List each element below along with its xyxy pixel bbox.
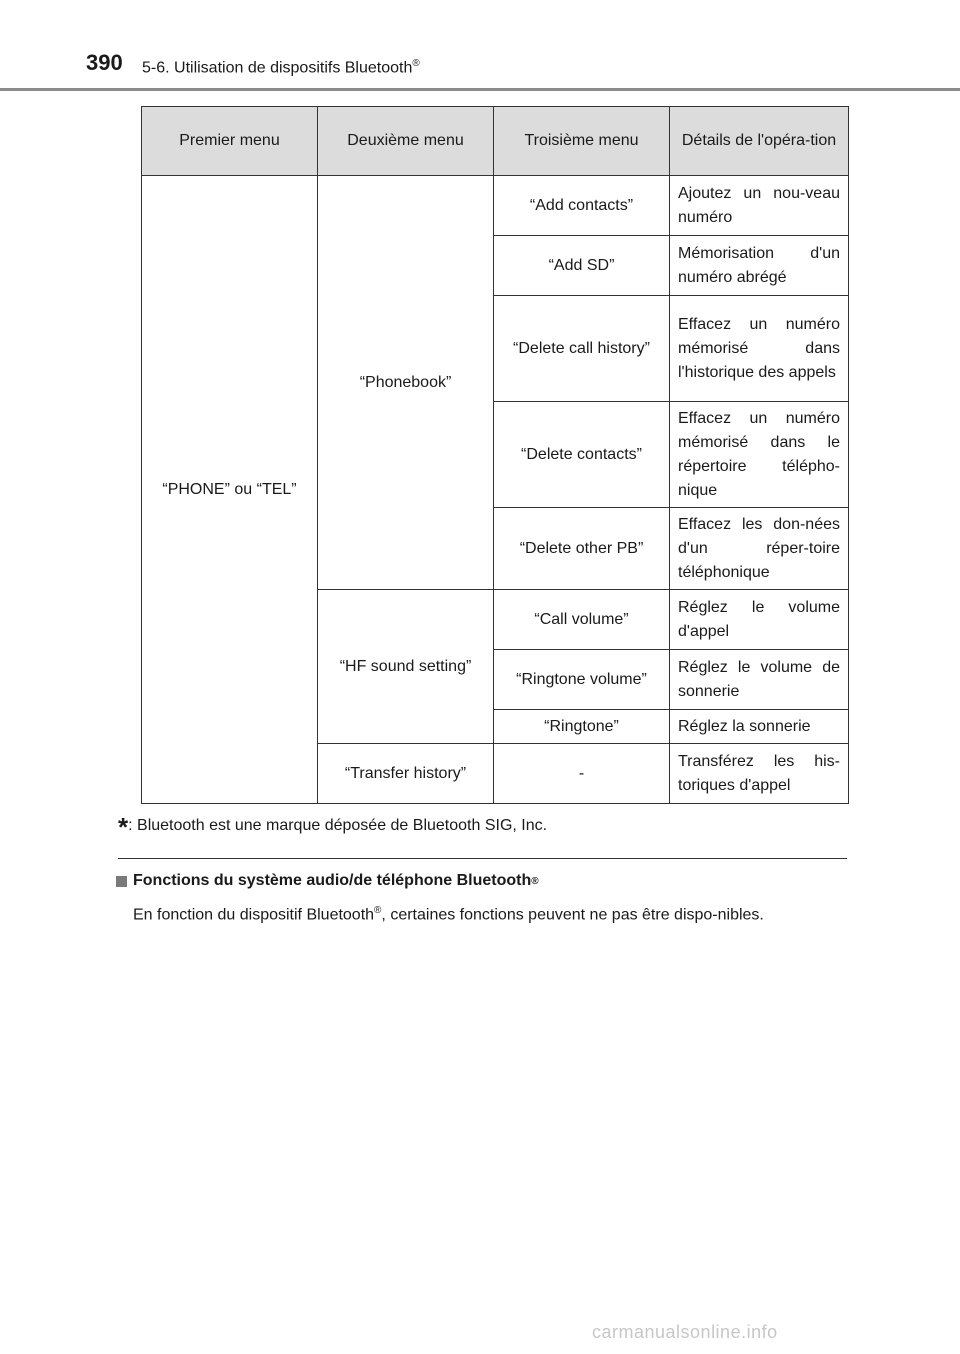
cell-detail: Transférez les his-toriques d'appel <box>670 744 849 804</box>
cell-detail: Réglez le volume de sonnerie <box>670 650 849 710</box>
sub-heading <box>116 872 539 890</box>
header-rule <box>0 88 960 91</box>
cell-detail: Réglez la sonnerie <box>670 710 849 744</box>
cell-detail: Effacez un numéro mémorisé dans l'historique des appels <box>670 296 849 402</box>
cell-third-menu: “Delete contacts” <box>494 402 670 508</box>
footnote-text: : Bluetooth est une marque déposée de Bluetooth SIG, Inc. <box>128 817 548 834</box>
cell-third-menu: “Ringtone volume” <box>494 650 670 710</box>
header-second-menu: Deuxième menu <box>318 107 494 176</box>
cell-detail: Ajoutez un nou-veau numéro <box>670 176 849 236</box>
cell-third-menu: “Add SD” <box>494 236 670 296</box>
cell-detail: Effacez un numéro mémorisé dans le répertoire télépho-nique <box>670 402 849 508</box>
page-number: 390 <box>86 50 123 75</box>
section-title <box>142 58 420 77</box>
footnote <box>118 812 547 843</box>
cell-third-menu: “Delete other PB” <box>494 508 670 590</box>
cell-third-menu: “Add contacts” <box>494 176 670 236</box>
header-details: Détails de l'opéra-tion <box>670 107 849 176</box>
cell-third-menu: “Delete call history” <box>494 296 670 402</box>
paragraph-part: , certaines fonctions peuvent ne pas être dispo-nibles. <box>381 906 764 924</box>
paragraph-part: En fonction du dispositif Bluetooth <box>133 906 375 924</box>
cell-third-menu: “Call volume” <box>494 590 670 650</box>
header-first-menu: Premier menu <box>142 107 318 176</box>
cell-third-menu: - <box>494 744 670 804</box>
footnote-star: * <box>118 812 129 842</box>
cell-detail: Réglez le volume d'appel <box>670 590 849 650</box>
header-third-menu: Troisième menu <box>494 107 670 176</box>
cell-first-menu: “PHONE” ou “TEL” <box>142 176 318 804</box>
page-header <box>0 0 960 92</box>
section-title-text: 5-6. Utilisation de dispositifs Bluetooth <box>142 59 413 77</box>
registered-mark: ® <box>374 905 382 916</box>
cell-detail: Mémorisation d'un numéro abrégé <box>670 236 849 296</box>
registered-mark: ® <box>412 58 420 69</box>
cell-phonebook: “Phonebook” <box>318 176 494 590</box>
cell-hf-sound-setting: “HF sound setting” <box>318 590 494 744</box>
sub-heading-text: Fonctions du système audio/de téléphone Bluetooth <box>133 872 532 889</box>
cell-transfer-history: “Transfer history” <box>318 744 494 804</box>
table-row <box>142 176 849 236</box>
cell-detail: Effacez les don-nées d'un réper-toire téléphonique <box>670 508 849 590</box>
square-bullet-icon <box>116 876 127 887</box>
cell-third-menu: “Ringtone” <box>494 710 670 744</box>
registered-mark: ® <box>531 875 539 887</box>
body-paragraph <box>133 898 847 928</box>
menu-table <box>141 106 849 804</box>
table-header-row <box>142 107 849 176</box>
watermark: carmanualsonline.info <box>592 1322 778 1342</box>
section-divider <box>118 858 847 859</box>
